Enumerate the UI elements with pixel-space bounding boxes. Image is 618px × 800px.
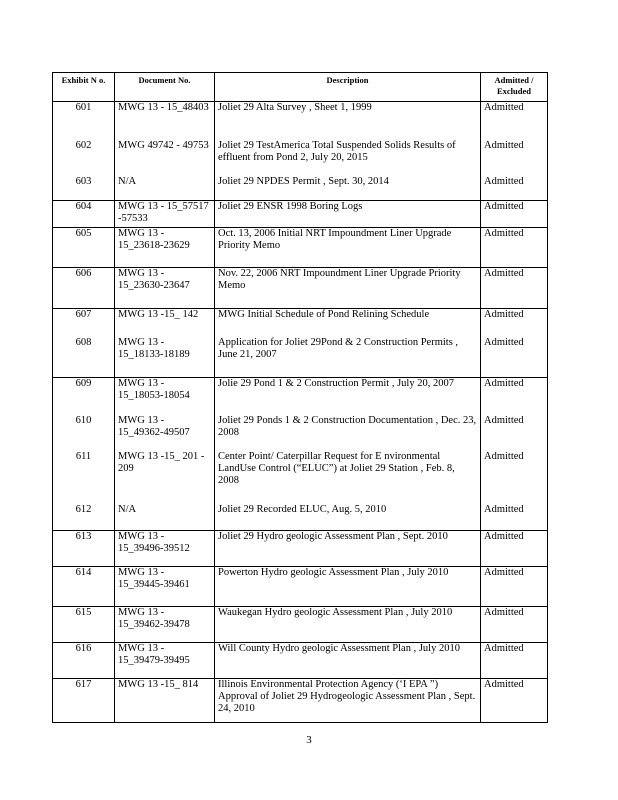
table-row [53,531,548,567]
status: Admitted [481,607,548,643]
exhibit-no: 613 [53,531,115,567]
header-admitted-excluded: Admitted / Excluded [481,73,548,102]
document-no: MWG 13 - 15_57517 -57533 [115,201,215,228]
exhibit-no: 602 [53,140,115,176]
document-no: MWG 13 - 15_39462-39478 [115,607,215,643]
description: Will County Hydro geologic Assessment Plan , July 2010 [215,643,481,679]
table-row [53,337,548,378]
document-no: MWG 13 -15_ 142 [115,309,215,337]
table-row [53,567,548,607]
exhibit-no: 612 [53,504,115,531]
status: Admitted [481,643,548,679]
document-no: MWG 13 - 15_39479-39495 [115,643,215,679]
status: Admitted [481,679,548,723]
exhibit-table [52,72,548,723]
table-row [53,102,548,140]
exhibit-no: 604 [53,201,115,228]
document-no: MWG 13 - 15_23618-23629 [115,228,215,268]
description: Center Point/ Caterpillar Request for E nvironmental LandUse Control (“ELUC”) at Joliet 29 Station , Feb. 8, 2008 [215,451,481,504]
description: Waukegan Hydro geologic Assessment Plan , July 2010 [215,607,481,643]
exhibit-no: 616 [53,643,115,679]
status: Admitted [481,309,548,337]
description: Oct. 13, 2006 Initial NRT Impoundment Liner Upgrade Priority Memo [215,228,481,268]
header-document-no: Document No. [115,73,215,102]
table-header-row [53,73,548,102]
exhibit-no: 605 [53,228,115,268]
table-row [53,268,548,309]
description: Jolie 29 Pond 1 & 2 Construction Permit , July 20, 2007 [215,378,481,415]
exhibit-no: 601 [53,102,115,140]
description: Nov. 22, 2006 NRT Impoundment Liner Upgrade Priority Memo [215,268,481,309]
description: Joliet 29 ENSR 1998 Boring Logs [215,201,481,228]
status: Admitted [481,102,548,140]
table-body [53,102,548,723]
document-no: MWG 49742 - 49753 [115,140,215,176]
document-no: MWG 13 - 15_23630-23647 [115,268,215,309]
status: Admitted [481,268,548,309]
table-row [53,643,548,679]
exhibit-no: 603 [53,176,115,201]
description: Joliet 29 TestAmerica Total Suspended Solids Results of effluent from Pond 2, July 20, 2015 [215,140,481,176]
table-row [53,378,548,415]
description: Joliet 29 Alta Survey , Sheet 1, 1999 [215,102,481,140]
status: Admitted [481,415,548,451]
document-no: N/A [115,176,215,201]
table-row [53,176,548,201]
status: Admitted [481,140,548,176]
page-number: 3 [306,734,312,746]
description: Illinois Environmental Protection Agency (‘I EPA ”) Approval of Joliet 29 Hydrogeologic Assessment Plan , Sept. 24, 2010 [215,679,481,723]
exhibit-no: 614 [53,567,115,607]
table-row [53,679,548,723]
document-no: N/A [115,504,215,531]
exhibit-no: 611 [53,451,115,504]
status: Admitted [481,228,548,268]
document-no: MWG 13 - 15_49362-49507 [115,415,215,451]
status: Admitted [481,531,548,567]
table-row [53,309,548,337]
exhibit-no: 606 [53,268,115,309]
description: Powerton Hydro geologic Assessment Plan , July 2010 [215,567,481,607]
exhibit-no: 609 [53,378,115,415]
table-row [53,451,548,504]
exhibit-no: 608 [53,337,115,378]
document-no: MWG 13 - 15_39445-39461 [115,567,215,607]
document-no: MWG 13 - 15_48403 [115,102,215,140]
exhibit-no: 610 [53,415,115,451]
status: Admitted [481,201,548,228]
status: Admitted [481,176,548,201]
description: Joliet 29 Recorded ELUC, Aug. 5, 2010 [215,504,481,531]
table-row [53,504,548,531]
status: Admitted [481,567,548,607]
description: Application for Joliet 29Pond & 2 Construction Permits , June 21, 2007 [215,337,481,378]
description: Joliet 29 Hydro geologic Assessment Plan , Sept. 2010 [215,531,481,567]
document-no: MWG 13 - 15_18133-18189 [115,337,215,378]
document-no: MWG 13 -15_ 201 - 209 [115,451,215,504]
table-row [53,140,548,176]
document-no: MWG 13 -15_ 814 [115,679,215,723]
description: Joliet 29 Ponds 1 & 2 Construction Documentation , Dec. 23, 2008 [215,415,481,451]
document-no: MWG 13 - 15_18053-18054 [115,378,215,415]
table-row [53,607,548,643]
description: MWG Initial Schedule of Pond Relining Schedule [215,309,481,337]
exhibit-no: 617 [53,679,115,723]
exhibit-no: 615 [53,607,115,643]
status: Admitted [481,451,548,504]
table-row [53,228,548,268]
document-no: MWG 13 - 15_39496-39512 [115,531,215,567]
header-exhibit-no: Exhibit N o. [53,73,115,102]
header-description: Description [215,73,481,102]
description: Joliet 29 NPDES Permit , Sept. 30, 2014 [215,176,481,201]
table-row [53,201,548,228]
status: Admitted [481,337,548,378]
status: Admitted [481,504,548,531]
status: Admitted [481,378,548,415]
exhibit-no: 607 [53,309,115,337]
table-row [53,415,548,451]
